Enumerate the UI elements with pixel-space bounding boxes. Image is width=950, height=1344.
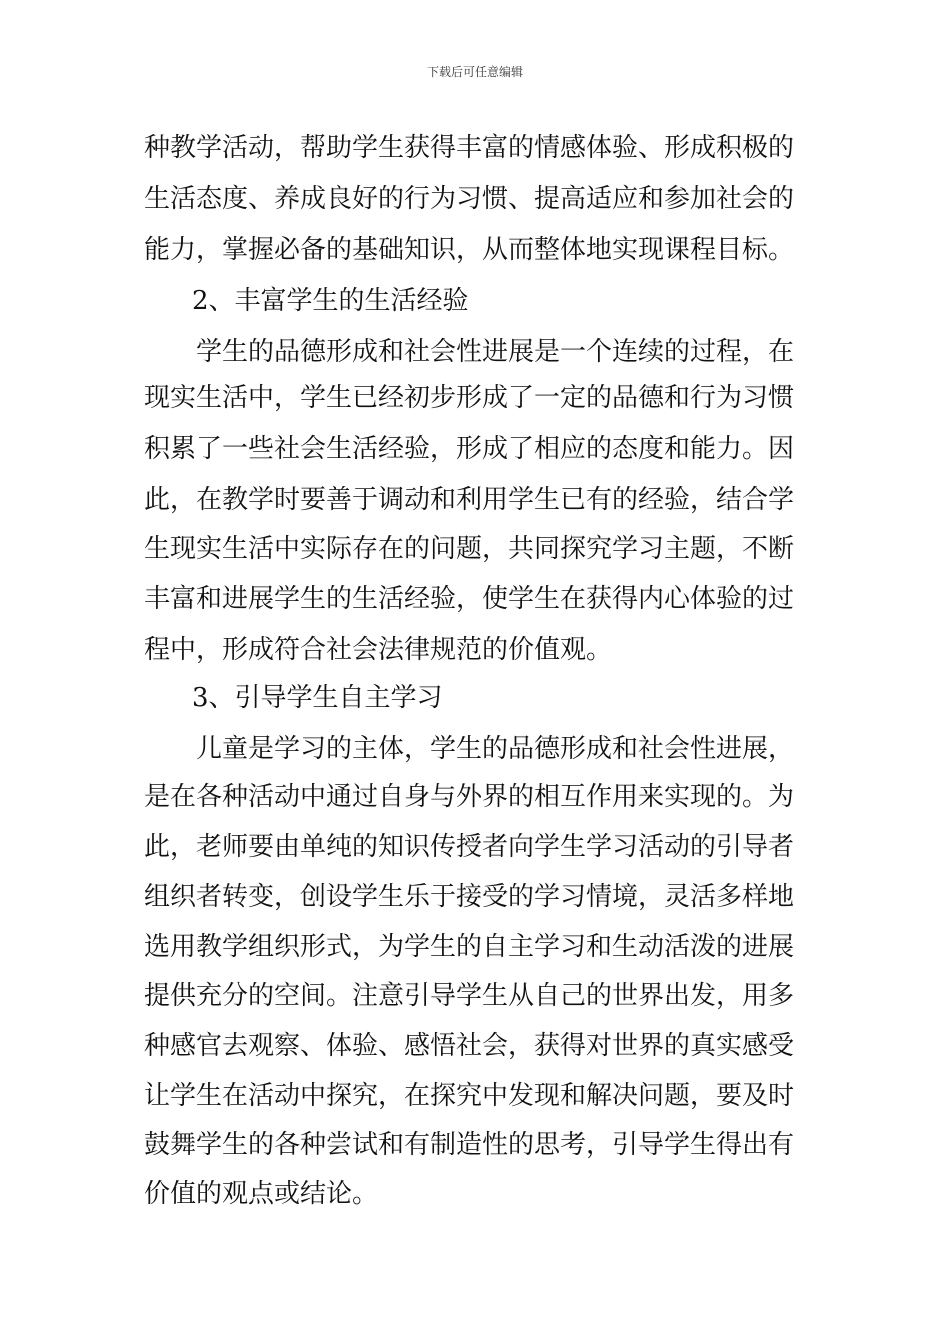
text-line: 此，老师要由单纯的知识传授者向学生学习活动的引导者 — [144, 832, 795, 862]
text-line: 让学生在活动中探究，在探究中发现和解决问题，要及时 — [144, 1081, 795, 1111]
text-line: 价值的观点或结论。 — [144, 1179, 379, 1209]
text-line: 现实生活中，学生已经初步形成了一定的品德和行为习惯 — [144, 383, 795, 413]
text-line: 鼓舞学生的各种尝试和有制造性的思考，引导学生得出有 — [144, 1130, 795, 1160]
text-line: 种感官去观察、体验、感悟社会，获得对世界的真实感受 — [144, 1031, 795, 1061]
text-line: 是在各种活动中通过自身与外界的相互作用来实现的。为 — [144, 782, 795, 812]
page-header: 下载后可任意编辑 — [426, 65, 523, 79]
text-line: 生现实生活中实际存在的问题，共同探究学习主题，不断 — [144, 534, 795, 564]
text-line: 程中，形成符合社会法律规范的价值观。 — [144, 635, 613, 665]
text-line: 提供充分的空间。注意引导学生从自己的世界出发，用多 — [144, 981, 795, 1011]
text-line: 选用教学组织形式，为学生的自主学习和生动活泼的进展 — [144, 932, 795, 962]
section-heading: 3、引导学生自主学习 — [192, 683, 443, 713]
text-line: 种教学活动，帮助学生获得丰富的情感体验、形成积极的 — [144, 133, 795, 163]
text-line: 积累了一些社会生活经验，形成了相应的态度和能力。因 — [144, 434, 795, 464]
text-line: 能力，掌握必备的基础知识，从而整体地实现课程目标。 — [144, 235, 795, 265]
text-line: 儿童是学习的主体，学生的品德形成和社会性进展， — [196, 734, 795, 764]
section-heading: 2、丰富学生的生活经验 — [192, 286, 469, 316]
text-line: 生活态度、养成良好的行为习惯、提高适应和参加社会的 — [144, 184, 795, 214]
text-line: 学生的品德形成和社会性进展是一个连续的过程，在 — [196, 337, 795, 367]
text-line: 此，在教学时要善于调动和利用学生已有的经验，结合学 — [144, 485, 795, 515]
text-line: 组织者转变，创设学生乐于接受的学习情境，灵活多样地 — [144, 882, 795, 912]
text-line: 丰富和进展学生的生活经验，使学生在获得内心体验的过 — [144, 584, 795, 614]
